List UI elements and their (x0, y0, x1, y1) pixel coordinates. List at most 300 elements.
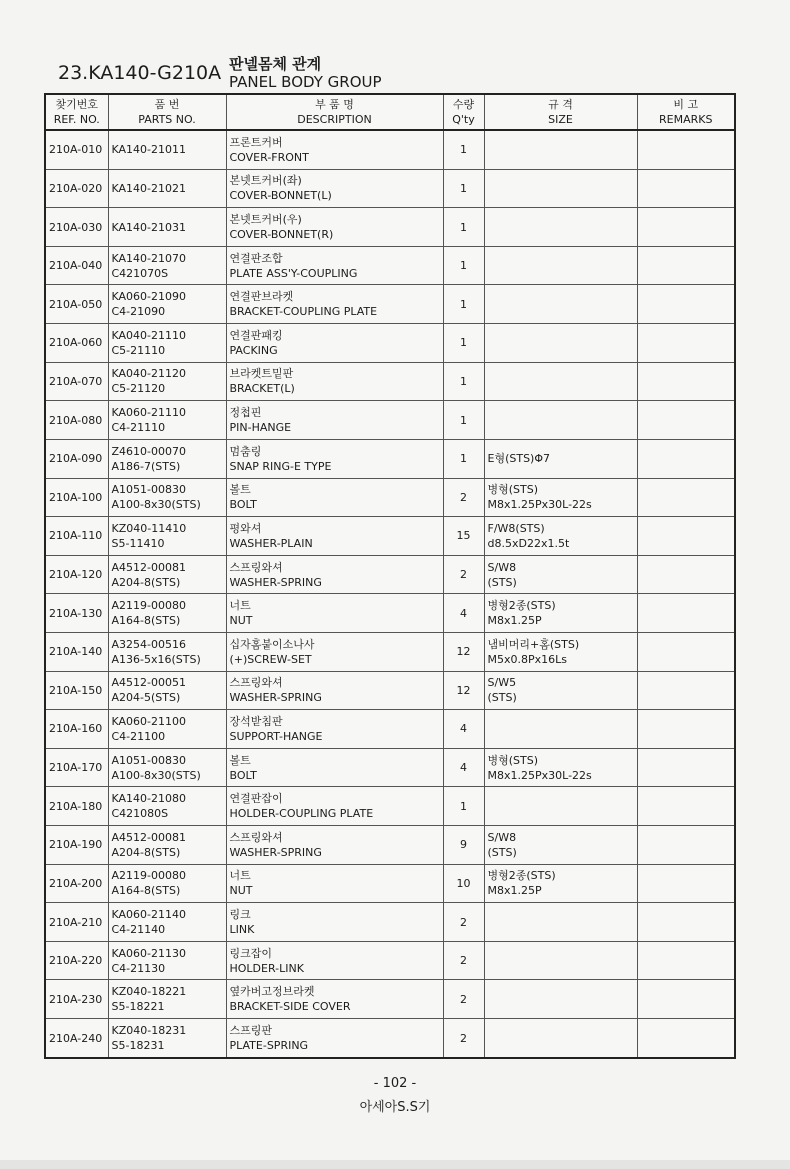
description-cell (226, 130, 443, 169)
size-cell (484, 478, 637, 517)
ref-no-text: 210A-150 (49, 683, 103, 697)
description-cell (226, 208, 443, 247)
size-text: 병형2종(STS) (487, 869, 556, 883)
table-row (45, 594, 735, 633)
parts-no-cell (108, 671, 226, 710)
parts-no-cell (108, 517, 226, 556)
remarks-cell (637, 864, 735, 903)
quantity-text: 1 (460, 259, 467, 273)
ref-no-text: 210A-040 (49, 259, 103, 273)
table-row (45, 439, 735, 478)
remarks-cell (637, 517, 735, 556)
table-row (45, 324, 735, 363)
quantity-cell (443, 169, 484, 208)
size-text: E형(STS)Φ7 (487, 452, 550, 466)
ref-no-text: 210A-160 (49, 722, 103, 736)
parts-no-text: S5-18231 (111, 1039, 165, 1053)
size-cell (484, 710, 637, 749)
quantity-cell (443, 1019, 484, 1058)
quantity-cell (443, 710, 484, 749)
description-text: 볼트 (229, 483, 251, 497)
ref-no-header: 찾기번호 REF. NO. (45, 94, 108, 130)
description-text: 연결판패킹 (229, 328, 283, 342)
parts-no-text: C5-21110 (111, 343, 166, 357)
ref-no-cell (45, 478, 108, 517)
remarks-cell (637, 748, 735, 787)
quantity-cell (443, 787, 484, 826)
ref-no-text: 210A-030 (49, 220, 103, 234)
size-cell (484, 1019, 637, 1058)
parts-no-text: S5-18221 (111, 1000, 165, 1014)
description-cell (226, 864, 443, 903)
size-cell (484, 787, 637, 826)
ref-no-cell (45, 439, 108, 478)
ref-no-cell (45, 864, 108, 903)
description-cell (226, 632, 443, 671)
quantity-cell (443, 594, 484, 633)
quantity-cell (443, 401, 484, 440)
description-text: LINK (229, 923, 255, 936)
parts-no-text: A164-8(STS) (111, 614, 181, 628)
ref-no-text: 210A-050 (49, 297, 103, 311)
description-text: 멈춤링 (229, 444, 262, 458)
scan-edge (0, 1160, 790, 1169)
size-text: F/W8(STS) (487, 521, 545, 535)
quantity-text: 2 (460, 1031, 467, 1045)
remarks-cell (637, 1019, 735, 1058)
table-row (45, 517, 735, 556)
remarks-cell (637, 980, 735, 1019)
quantity-cell (443, 324, 484, 363)
table-row (45, 941, 735, 980)
size-text: M8x1.25Px30L-22s (487, 768, 592, 782)
table-row (45, 555, 735, 594)
table-row (45, 632, 735, 671)
description-text: COVER-BONNET(R) (229, 228, 334, 242)
ref-no-text: 210A-100 (49, 490, 103, 504)
description-cell (226, 671, 443, 710)
ref-no-cell (45, 787, 108, 826)
ref-no-text: 210A-010 (49, 143, 103, 157)
size-cell (484, 748, 637, 787)
description-cell (226, 748, 443, 787)
remarks-cell (637, 941, 735, 980)
quantity-text: 1 (460, 452, 467, 466)
size-cell (484, 517, 637, 556)
quantity-text: 2 (460, 568, 467, 582)
parts-no-cell (108, 169, 226, 208)
parts-table-body (45, 130, 735, 1058)
parts-no-text: A164-8(STS) (111, 884, 181, 898)
parts-no-text: A4512-00081 (111, 830, 186, 844)
description-text: 본넷트커버(우) (229, 213, 302, 227)
quantity-cell (443, 246, 484, 285)
size-text: S/W5 (487, 676, 517, 690)
remarks-cell (637, 903, 735, 942)
parts-no-header: 품 번 PARTS NO. (108, 94, 226, 130)
parts-no-cell (108, 555, 226, 594)
description-cell (226, 825, 443, 864)
quantity-text: 1 (460, 143, 467, 157)
remarks-cell (637, 825, 735, 864)
description-text: 평와셔 (229, 521, 262, 535)
size-cell (484, 130, 637, 169)
size-text: S/W8 (487, 830, 517, 844)
size-cell (484, 980, 637, 1019)
parts-no-text: C5-21120 (111, 382, 166, 396)
ref-no-cell (45, 671, 108, 710)
ref-no-text: 210A-130 (49, 606, 103, 620)
quantity-text: 4 (460, 606, 467, 620)
ref-no-text: 210A-140 (49, 645, 103, 659)
parts-no-cell (108, 787, 226, 826)
ref-no-text: 210A-200 (49, 876, 103, 890)
parts-no-text: A100-8x30(STS) (111, 498, 201, 512)
description-cell (226, 710, 443, 749)
description-text: 프론트커버 (229, 135, 283, 149)
description-text: 정첩핀 (229, 406, 262, 420)
remarks-cell (637, 710, 735, 749)
parts-no-text: A204-8(STS) (111, 575, 181, 589)
description-cell (226, 285, 443, 324)
ref-no-text: 210A-060 (49, 336, 103, 350)
parts-no-text: A3254-00516 (111, 637, 186, 651)
quantity-cell (443, 748, 484, 787)
description-cell (226, 1019, 443, 1058)
parts-no-text: KA060-21140 (111, 908, 187, 921)
parts-no-text: A204-5(STS) (111, 691, 181, 705)
parts-no-cell (108, 632, 226, 671)
description-text: BOLT (229, 768, 257, 782)
quantity-cell (443, 903, 484, 942)
ref-no-text: 210A-190 (49, 838, 103, 852)
size-text: (STS) (487, 575, 517, 589)
parts-no-cell (108, 825, 226, 864)
description-text: NUT (229, 614, 253, 628)
description-text: 너트 (229, 599, 251, 613)
description-text: 연결판잡이 (229, 792, 283, 806)
ref-no-text: 210A-180 (49, 799, 103, 813)
remarks-cell (637, 439, 735, 478)
remarks-cell (637, 478, 735, 517)
quantity-cell (443, 555, 484, 594)
parts-no-text: C4-21100 (111, 729, 166, 743)
ref-no-text: 210A-080 (49, 413, 103, 427)
quantity-text: 1 (460, 181, 467, 195)
description-text: SUPPORT-HANGE (229, 729, 323, 743)
parts-no-cell (108, 864, 226, 903)
ref-no-text: 210A-090 (49, 452, 103, 466)
description-cell (226, 594, 443, 633)
quantity-text: 9 (460, 838, 467, 852)
table-row (45, 903, 735, 942)
parts-no-cell (108, 439, 226, 478)
size-cell (484, 439, 637, 478)
size-cell (484, 401, 637, 440)
ref-no-text: 210A-020 (49, 181, 103, 195)
description-text: 브라켓트밑판 (229, 367, 294, 381)
description-cell (226, 478, 443, 517)
quantity-text: 2 (460, 915, 467, 929)
description-cell (226, 401, 443, 440)
table-row (45, 285, 735, 324)
remarks-cell (637, 594, 735, 633)
parts-table-header (45, 94, 735, 130)
parts-no-text: KA140-21070 (111, 251, 187, 265)
description-text: WASHER-SPRING (229, 845, 322, 859)
quantity-text: 1 (460, 799, 467, 813)
size-cell (484, 324, 637, 363)
size-text: S/W8 (487, 560, 517, 574)
parts-no-text: KA060-21090 (111, 290, 187, 304)
size-text: 냄비머리+홈(STS) (487, 637, 580, 651)
size-cell (484, 246, 637, 285)
remarks-cell (637, 671, 735, 710)
description-cell (226, 169, 443, 208)
parts-no-text: Z4610-00070 (111, 444, 186, 458)
quantity-cell (443, 941, 484, 980)
parts-no-text: A1051-00830 (111, 483, 186, 497)
quantity-text: 12 (456, 683, 471, 697)
quantity-text: 1 (460, 297, 467, 311)
description-text: 십자홈붙이소나사 (229, 637, 315, 651)
quantity-cell (443, 864, 484, 903)
parts-no-cell (108, 478, 226, 517)
description-text: PACKING (229, 343, 278, 357)
remarks-cell (637, 555, 735, 594)
size-cell (484, 555, 637, 594)
description-text: 스프링판 (229, 1024, 273, 1038)
description-text: PLATE ASS'Y-COUPLING (229, 266, 358, 280)
size-text: d8.5xD22x1.5t (487, 536, 570, 550)
description-text: 스프링와셔 (229, 560, 283, 574)
ref-no-cell (45, 401, 108, 440)
quantity-text: 1 (460, 374, 467, 388)
ref-no-cell (45, 169, 108, 208)
size-text: 병형(STS) (487, 753, 539, 767)
description-cell (226, 980, 443, 1019)
parts-no-text: A4512-00051 (111, 676, 186, 690)
ref-no-text: 210A-110 (49, 529, 103, 543)
parts-no-text: C4-21130 (111, 961, 166, 975)
quantity-text: 15 (456, 529, 471, 543)
parts-no-cell (108, 748, 226, 787)
description-text: HOLDER-LINK (229, 961, 304, 975)
description-text: COVER-BONNET(L) (229, 189, 332, 203)
size-cell (484, 632, 637, 671)
description-text: WASHER-SPRING (229, 575, 322, 589)
description-text: BRACKET-COUPLING PLATE (229, 305, 378, 319)
size-cell (484, 362, 637, 401)
ref-no-cell (45, 324, 108, 363)
ref-no-cell (45, 903, 108, 942)
description-text: 장석받침판 (229, 714, 283, 728)
quantity-text: 10 (456, 876, 471, 890)
description-cell (226, 362, 443, 401)
parts-no-text: KA040-21120 (111, 367, 187, 381)
description-text: HOLDER-COUPLING PLATE (229, 807, 374, 821)
description-cell (226, 517, 443, 556)
quantity-cell (443, 439, 484, 478)
parts-no-text: KA040-21110 (111, 328, 187, 342)
table-row (45, 825, 735, 864)
table-row (45, 208, 735, 247)
size-text: M8x1.25Px30L-22s (487, 498, 592, 512)
description-text: BOLT (229, 498, 257, 512)
ref-no-cell (45, 555, 108, 594)
description-text: 스프링와셔 (229, 830, 283, 844)
parts-no-text: KZ040-18231 (111, 1024, 187, 1038)
size-text: 병형(STS) (487, 483, 539, 497)
size-cell (484, 169, 637, 208)
quantity-cell (443, 671, 484, 710)
description-text: 링크잡이 (229, 946, 273, 960)
description-text: 연결판조합 (229, 251, 283, 265)
remarks-cell (637, 632, 735, 671)
parts-no-cell (108, 941, 226, 980)
remarks-cell (637, 324, 735, 363)
parts-no-text: KZ040-11410 (111, 521, 187, 535)
table-row (45, 710, 735, 749)
table-row (45, 130, 735, 169)
remarks-cell (637, 787, 735, 826)
parts-no-text: A136-5x16(STS) (111, 652, 201, 666)
parts-no-cell (108, 130, 226, 169)
parts-no-text: KA060-21100 (111, 714, 187, 728)
description-text: NUT (229, 884, 253, 898)
table-row (45, 671, 735, 710)
description-text: 본넷트커버(좌) (229, 174, 302, 188)
quantity-text: 2 (460, 954, 467, 968)
parts-no-text: KA140-21021 (111, 181, 187, 195)
parts-no-text: S5-11410 (111, 536, 165, 550)
remarks-cell (637, 130, 735, 169)
ref-no-cell (45, 825, 108, 864)
quantity-cell (443, 478, 484, 517)
parts-no-cell (108, 324, 226, 363)
quantity-text: 1 (460, 413, 467, 427)
quantity-text: 2 (460, 490, 467, 504)
description-text: BRACKET-SIDE COVER (229, 1000, 351, 1014)
ref-no-text: 210A-240 (49, 1031, 103, 1045)
description-cell (226, 439, 443, 478)
size-header: 규 격 SIZE (484, 94, 637, 130)
size-cell (484, 864, 637, 903)
group-title-english: PANEL BODY GROUP (229, 73, 382, 91)
description-header: 부 품 명 DESCRIPTION (226, 94, 443, 130)
ref-no-text: 210A-220 (49, 954, 103, 968)
parts-no-cell (108, 401, 226, 440)
ref-no-text: 210A-210 (49, 915, 103, 929)
description-text: PIN-HANGE (229, 421, 292, 435)
description-cell (226, 787, 443, 826)
table-row (45, 401, 735, 440)
table-row (45, 1019, 735, 1058)
remarks-cell (637, 246, 735, 285)
parts-no-text: KA140-21080 (111, 792, 187, 806)
parts-no-cell (108, 903, 226, 942)
ref-no-cell (45, 130, 108, 169)
description-cell (226, 246, 443, 285)
description-text: WASHER-PLAIN (229, 536, 313, 550)
quantity-text: 1 (460, 220, 467, 234)
parts-no-text: A1051-00830 (111, 753, 186, 767)
description-text: 연결판브라켓 (229, 290, 294, 304)
description-text: 볼트 (229, 753, 251, 767)
table-row (45, 864, 735, 903)
ref-no-cell (45, 941, 108, 980)
quantity-cell (443, 130, 484, 169)
parts-no-text: KA140-21031 (111, 220, 187, 234)
ref-no-cell (45, 632, 108, 671)
description-text: PLATE-SPRING (229, 1039, 309, 1053)
quantity-text: 2 (460, 992, 467, 1006)
parts-no-cell (108, 1019, 226, 1058)
quantity-text: 4 (460, 761, 467, 775)
size-text: M5x0.8Px16Ls (487, 652, 567, 666)
parts-table (44, 93, 736, 1059)
parts-no-text: C4-21090 (111, 305, 166, 319)
company-name: 아세아S.S기 (359, 1100, 431, 1115)
description-text: BRACKET(L) (229, 382, 295, 396)
table-row (45, 362, 735, 401)
description-text: 옆카버고정브라켓 (229, 985, 315, 999)
description-text: SNAP RING-E TYPE (229, 459, 332, 473)
parts-no-text: C4-21140 (111, 923, 166, 936)
remarks-cell (637, 285, 735, 324)
remarks-header: 비 고 REMARKS (637, 94, 735, 130)
size-cell (484, 285, 637, 324)
ref-no-cell (45, 980, 108, 1019)
size-text: 병형2종(STS) (487, 599, 556, 613)
parts-no-text: KA060-21110 (111, 406, 187, 420)
size-cell (484, 208, 637, 247)
parts-no-cell (108, 980, 226, 1019)
description-cell (226, 941, 443, 980)
ref-no-cell (45, 748, 108, 787)
quantity-text: 4 (460, 722, 467, 736)
remarks-cell (637, 169, 735, 208)
ref-no-cell (45, 246, 108, 285)
table-row (45, 169, 735, 208)
parts-no-cell (108, 594, 226, 633)
ref-no-cell (45, 285, 108, 324)
ref-no-cell (45, 594, 108, 633)
parts-no-cell (108, 285, 226, 324)
remarks-cell (637, 401, 735, 440)
ref-no-cell (45, 362, 108, 401)
quantity-cell (443, 825, 484, 864)
description-text: 너트 (229, 869, 251, 883)
quantity-text: 1 (460, 336, 467, 350)
description-cell (226, 555, 443, 594)
table-row (45, 478, 735, 517)
group-title-korean: 판넬몸체 관계 (229, 55, 322, 73)
parts-no-cell (108, 246, 226, 285)
parts-no-text: A2119-00080 (111, 869, 186, 883)
size-text: (STS) (487, 691, 517, 705)
table-row (45, 246, 735, 285)
page-number: - 102 - (373, 1076, 417, 1091)
size-cell (484, 903, 637, 942)
quantity-text: 12 (456, 645, 471, 659)
table-row (45, 787, 735, 826)
size-text: M8x1.25P (487, 614, 542, 628)
size-cell (484, 825, 637, 864)
parts-no-text: KA140-21011 (111, 143, 187, 157)
remarks-cell (637, 208, 735, 247)
parts-no-text: C421070S (111, 266, 169, 280)
